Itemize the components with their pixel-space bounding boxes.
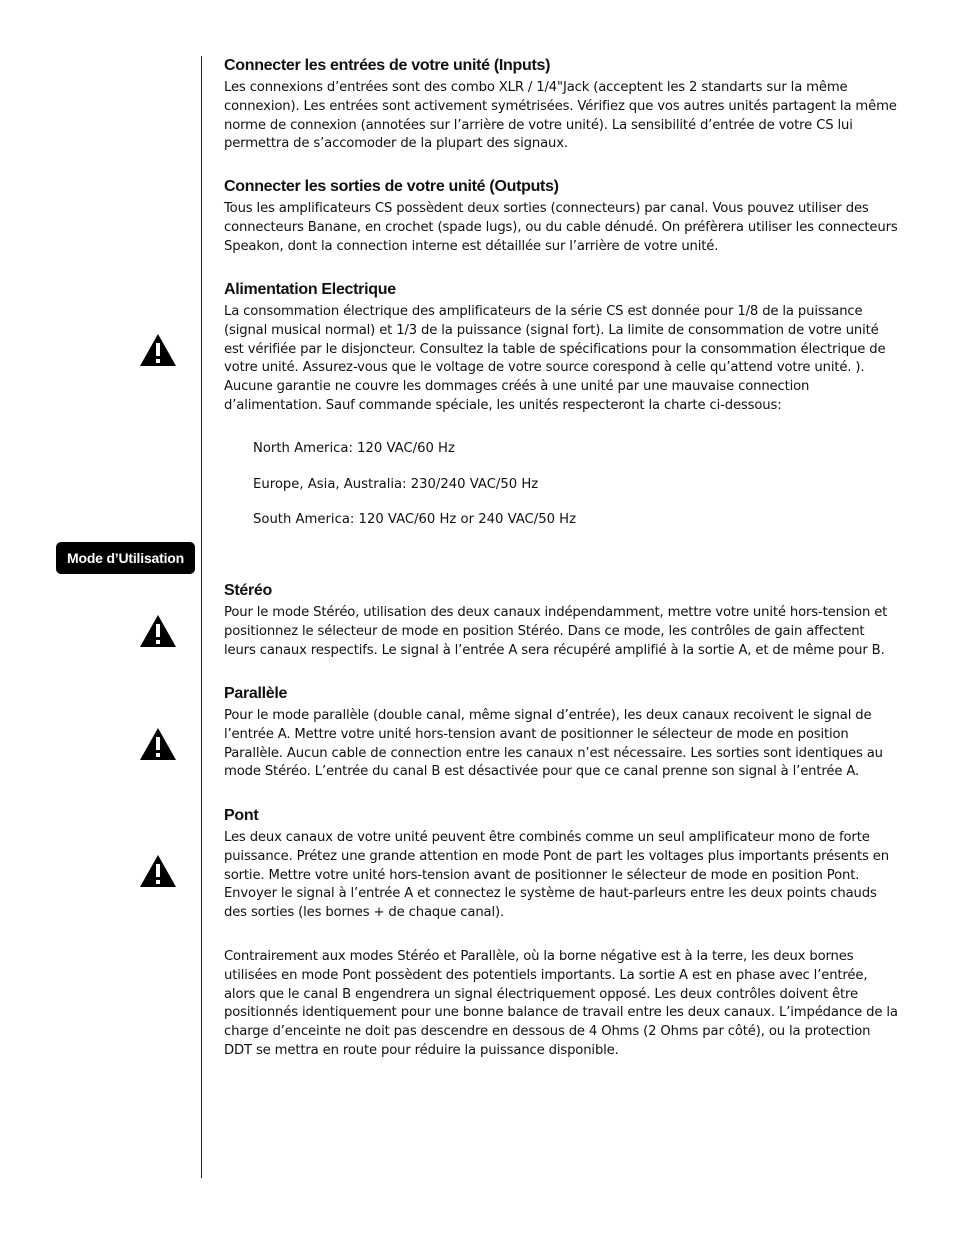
paragraph-inputs: Les connexions d’entrées sont des combo XLR / 1/4"Jack (acceptent les 2 standarts sur la même connexion). Les entrées sont activement symétrisées. Vérifiez que vos autres unités partagent la même norme de connexion (annotées sur l’arrière de votre unité). La sensibilité d’entrée de votre CS lui permettra de s’accomoder de la plupart des signaux. bbox=[224, 80, 897, 152]
heading-stereo: Stéréo bbox=[224, 582, 272, 599]
section-inputs bbox=[224, 55, 900, 154]
heading-outputs: Connecter les sorties de votre unité (Outputs) bbox=[224, 178, 559, 195]
warning-triangle-icon bbox=[138, 853, 178, 889]
section-bridge bbox=[224, 805, 900, 923]
section-bridge-continued bbox=[224, 946, 900, 1061]
section-tab-label: Mode d’Utilisation bbox=[67, 550, 184, 566]
section-stereo bbox=[224, 580, 900, 660]
paragraph-stereo: Pour le mode Stéréo, utilisation des deux canaux indépendamment, mettre votre unité hors-tension et positionnez le sélecteur de mode en position Stéréo. Dans ce mode, les contrôles de gain affectent leurs canaux respectifs. Le signal à l’entrée A sera récupéré amplifié à la sortie A, et de même pour B. bbox=[224, 605, 888, 658]
vertical-divider bbox=[201, 56, 202, 1178]
warning-triangle-icon bbox=[138, 726, 178, 762]
warning-triangle-icon bbox=[138, 332, 178, 368]
paragraph-bridge-2: Contrairement aux modes Stéréo et Parallèle, où la borne négative est à la terre, les deux bornes utilisées en mode Pont possèdent des potentiels importants. La sortie A est en phase avec l’entrée, alors que le canal B engendrera un signal électriquement opposé. Les deux contrôles doivent être positionnés identiquement pour une bonne balance de travail entre les deux canaux. L’impédance de la charge d’enceinte ne doit pas descendre en dessous de 4 Ohms (2 Ohms par côté), ou la protection DDT se mettra en route pour réduire la puissance disponible. bbox=[224, 949, 898, 1058]
paragraph-bridge: Les deux canaux de votre unité peuvent être combinés comme un seul amplificateur mono de forte puissance. Prétez une grande attention en mode Pont de part les voltages plus importants présents en sortie. Mettre votre unité hors-tension avant de positionner le sélecteur de mode en position Pont. Envoyer le signal à l’entrée A et connectez le système de haut-parleurs entre les deux points chauds des sorties (les bornes + de chaque canal). bbox=[224, 830, 889, 921]
section-parallel bbox=[224, 683, 900, 782]
heading-power: Alimentation Electrique bbox=[224, 281, 396, 298]
section-power bbox=[224, 279, 900, 416]
paragraph-power: La consommation électrique des amplificateurs de la série CS est donnée pour 1/8 de la puissance (signal musical normal) et 1/3 de la puissance (signal fort). La limite de consommation de votre unité est vérifiée par le disjoncteur. Consultez la table de spécifications pour la consommation électrique de votre unité. Assurez-vous que le voltage de votre source corespond à celle qu’attend votre unité. ). Aucune garantie ne couvre les dommages créés à une unité par une mauvaise connection d’alimentation. Sauf commande spéciale, les unités respecteront la charte ci-dessous: bbox=[224, 304, 886, 413]
heading-parallel: Parallèle bbox=[224, 685, 288, 702]
section-outputs bbox=[224, 176, 900, 256]
voltage-north-america: North America: 120 VAC/60 Hz bbox=[253, 441, 455, 456]
heading-inputs: Connecter les entrées de votre unité (Inputs) bbox=[224, 57, 551, 74]
heading-bridge: Pont bbox=[224, 807, 259, 824]
warning-triangle-icon bbox=[138, 613, 178, 649]
voltage-south-america: South America: 120 VAC/60 Hz or 240 VAC/50 Hz bbox=[253, 512, 577, 527]
paragraph-parallel: Pour le mode parallèle (double canal, même signal d’entrée), les deux canaux recoivent le signal de l’entrée A. Mettre votre unité hors-tension avant de positionner le sélecteur de mode en position Parallèle. Aucun cable de connection entre les canaux n’est nécessaire. Les sorties sont identiques au mode Stéréo. L’entrée du canal B est désactivée pour que ce canal prenne son signal à l’entrée A. bbox=[224, 708, 883, 780]
voltage-europe-asia-australia: Europe, Asia, Australia: 230/240 VAC/50 Hz bbox=[253, 477, 539, 492]
section-tab-mode bbox=[56, 542, 195, 574]
paragraph-outputs: Tous les amplificateurs CS possèdent deux sorties (connecteurs) par canal. Vous pouvez utiliser des connecteurs Banane, en crochet (spade lugs), ou du cable dénudé. On préfèrera utiliser les connecteurs Speakon, dont la connection interne est détaillée sur l’arrière de votre unité. bbox=[224, 201, 898, 254]
